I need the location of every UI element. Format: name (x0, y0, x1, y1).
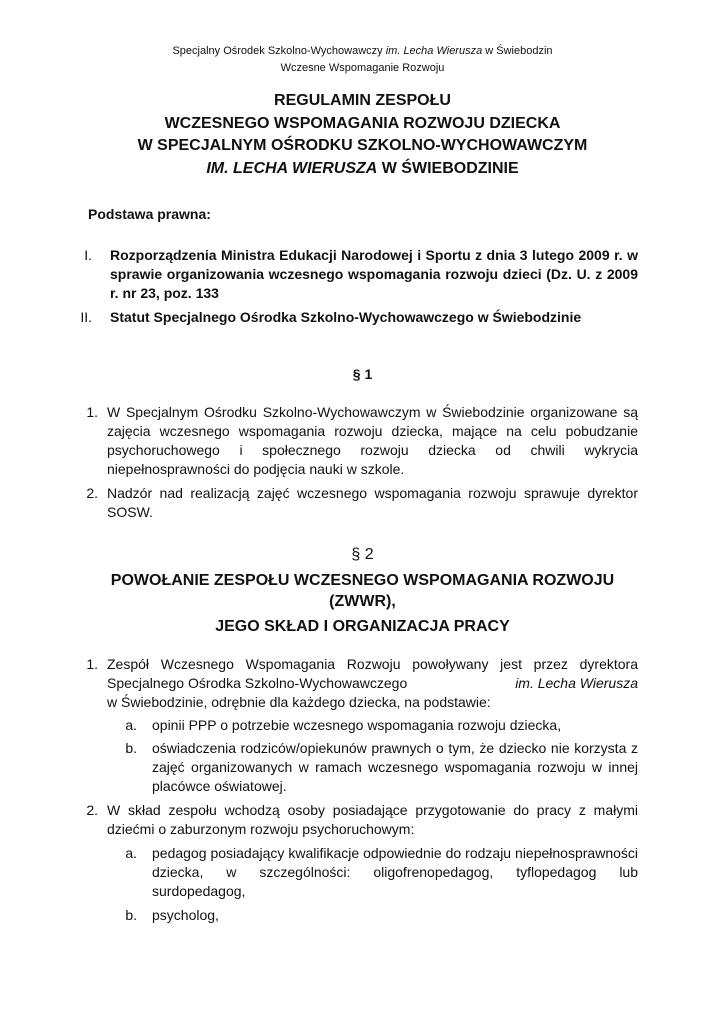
running-header-line2: Wczesne Wspomaganie Rozwoju (280, 62, 445, 74)
item-text (107, 655, 638, 712)
sub-item-letter: b. (125, 740, 137, 756)
sub-item-text: psycholog, (152, 907, 219, 923)
title-line-1: REGULAMIN ZESPOŁU (274, 92, 451, 109)
item-text: Nadzór nad realizacją zajęć wczesnego wspomagania rozwoju sprawuje dyrektor SOSW. (107, 485, 638, 520)
sub-item-letter: a. (125, 717, 137, 733)
item-number: 1. (86, 656, 98, 672)
item-text-line: w Świebodzinie, odrębnie dla każdego dziecka, na podstawie: (107, 694, 491, 710)
item-text: W Specjalnym Ośrodku Szkolno-Wychowawczym w Świebodzinie organizowane są zajęcia wczesnego wspomagania rozwoju dziecka, mające na celu pobudzanie psychoruchowego i społecznego rozwoju dziecka od chwili wykrycia niepełnosprawności do podjęcia nauki w szkole. (107, 404, 638, 477)
section-2-title-line-3: JEGO SKŁAD I ORGANIZACJA PRACY (215, 618, 510, 635)
section-2-title-line-1: POWOŁANIE ZESPOŁU WCZESNEGO WSPOMAGANIA ROZWOJU (110, 572, 615, 589)
title-city: W ŚWIEBODZINIE (377, 159, 519, 177)
item-number: 2. (86, 802, 98, 818)
patron-name: im. Lecha Wierusza (515, 675, 638, 691)
item-number: 1. (86, 404, 98, 420)
section-2-heading: § 2 (351, 546, 374, 563)
legal-basis-number: I. (84, 247, 92, 263)
sub-item-text: oświadczenia rodziców/opiekunów prawnych o tym, że dziecko nie korzysta z zajęć organizowanych w ramach wczesnego wspomagania rozwoju w innej placówce oświatowej. (152, 740, 638, 794)
item-text-line: Zespół Wczesnego Wspomagania Rozwoju powoływany jest przez dyrektora (107, 656, 638, 672)
sub-item-letter: a. (125, 845, 137, 861)
header-city: w Świebodzin (482, 45, 553, 57)
section-2-title-line-2: (ZWWR), (329, 593, 396, 610)
title-line-4 (0, 158, 725, 181)
sub-item-text: opinii PPP o potrzebie wczesnego wspomagania rozwoju dziecka, (152, 717, 562, 733)
document-title (0, 90, 725, 180)
header-institution: Specjalny Ośrodek Szkolno-Wychowawczy (172, 45, 386, 57)
running-header-line1 (0, 44, 725, 58)
title-patron: IM. LECHA WIERUSZA (206, 159, 378, 177)
item-number: 2. (86, 485, 98, 501)
item-text: W skład zespołu wchodzą osoby posiadające przygotowanie do pracy z małymi dziećmi o zaburzonym rozwoju psychoruchowym: (107, 802, 638, 837)
section-2-title (0, 570, 725, 637)
legal-basis-text: Statut Specjalnego Ośrodka Szkolno-Wychowawczego w Świebodzinie (110, 309, 582, 325)
institution-name: Specjalnego Ośrodka Szkolno-Wychowawczego (107, 675, 408, 691)
item-text-line (107, 674, 638, 693)
sub-item-letter: b. (125, 907, 137, 923)
sub-item-text: pedagog posiadający kwalifikacje odpowiednie do rodzaju niepełnosprawności dziecka, w szczególności: oligofrenopedagog, tyflopedagog lub surdopedagog, (152, 845, 638, 899)
title-line-2: WCZESNEGO WSPOMAGANIA ROZWOJU DZIECKA (164, 114, 561, 132)
legal-basis-text: Rozporządzenia Ministra Edukacji Narodowej i Sportu z dnia 3 lutego 2009 r. w sprawie organizowania wczesnego wspomagania rozwoju dzieci (Dz. U. z 2009 r. nr 23, poz. 133 (110, 247, 638, 301)
legal-basis-number: II. (80, 309, 92, 325)
section-1-heading: § 1 (352, 366, 373, 382)
header-patron: im. Lecha Wierusza (385, 45, 483, 57)
title-line-3: W SPECJALNYM OŚRODKU SZKOLNO-WYCHOWAWCZYM (137, 137, 588, 154)
legal-basis-heading: Podstawa prawna: (88, 206, 211, 222)
